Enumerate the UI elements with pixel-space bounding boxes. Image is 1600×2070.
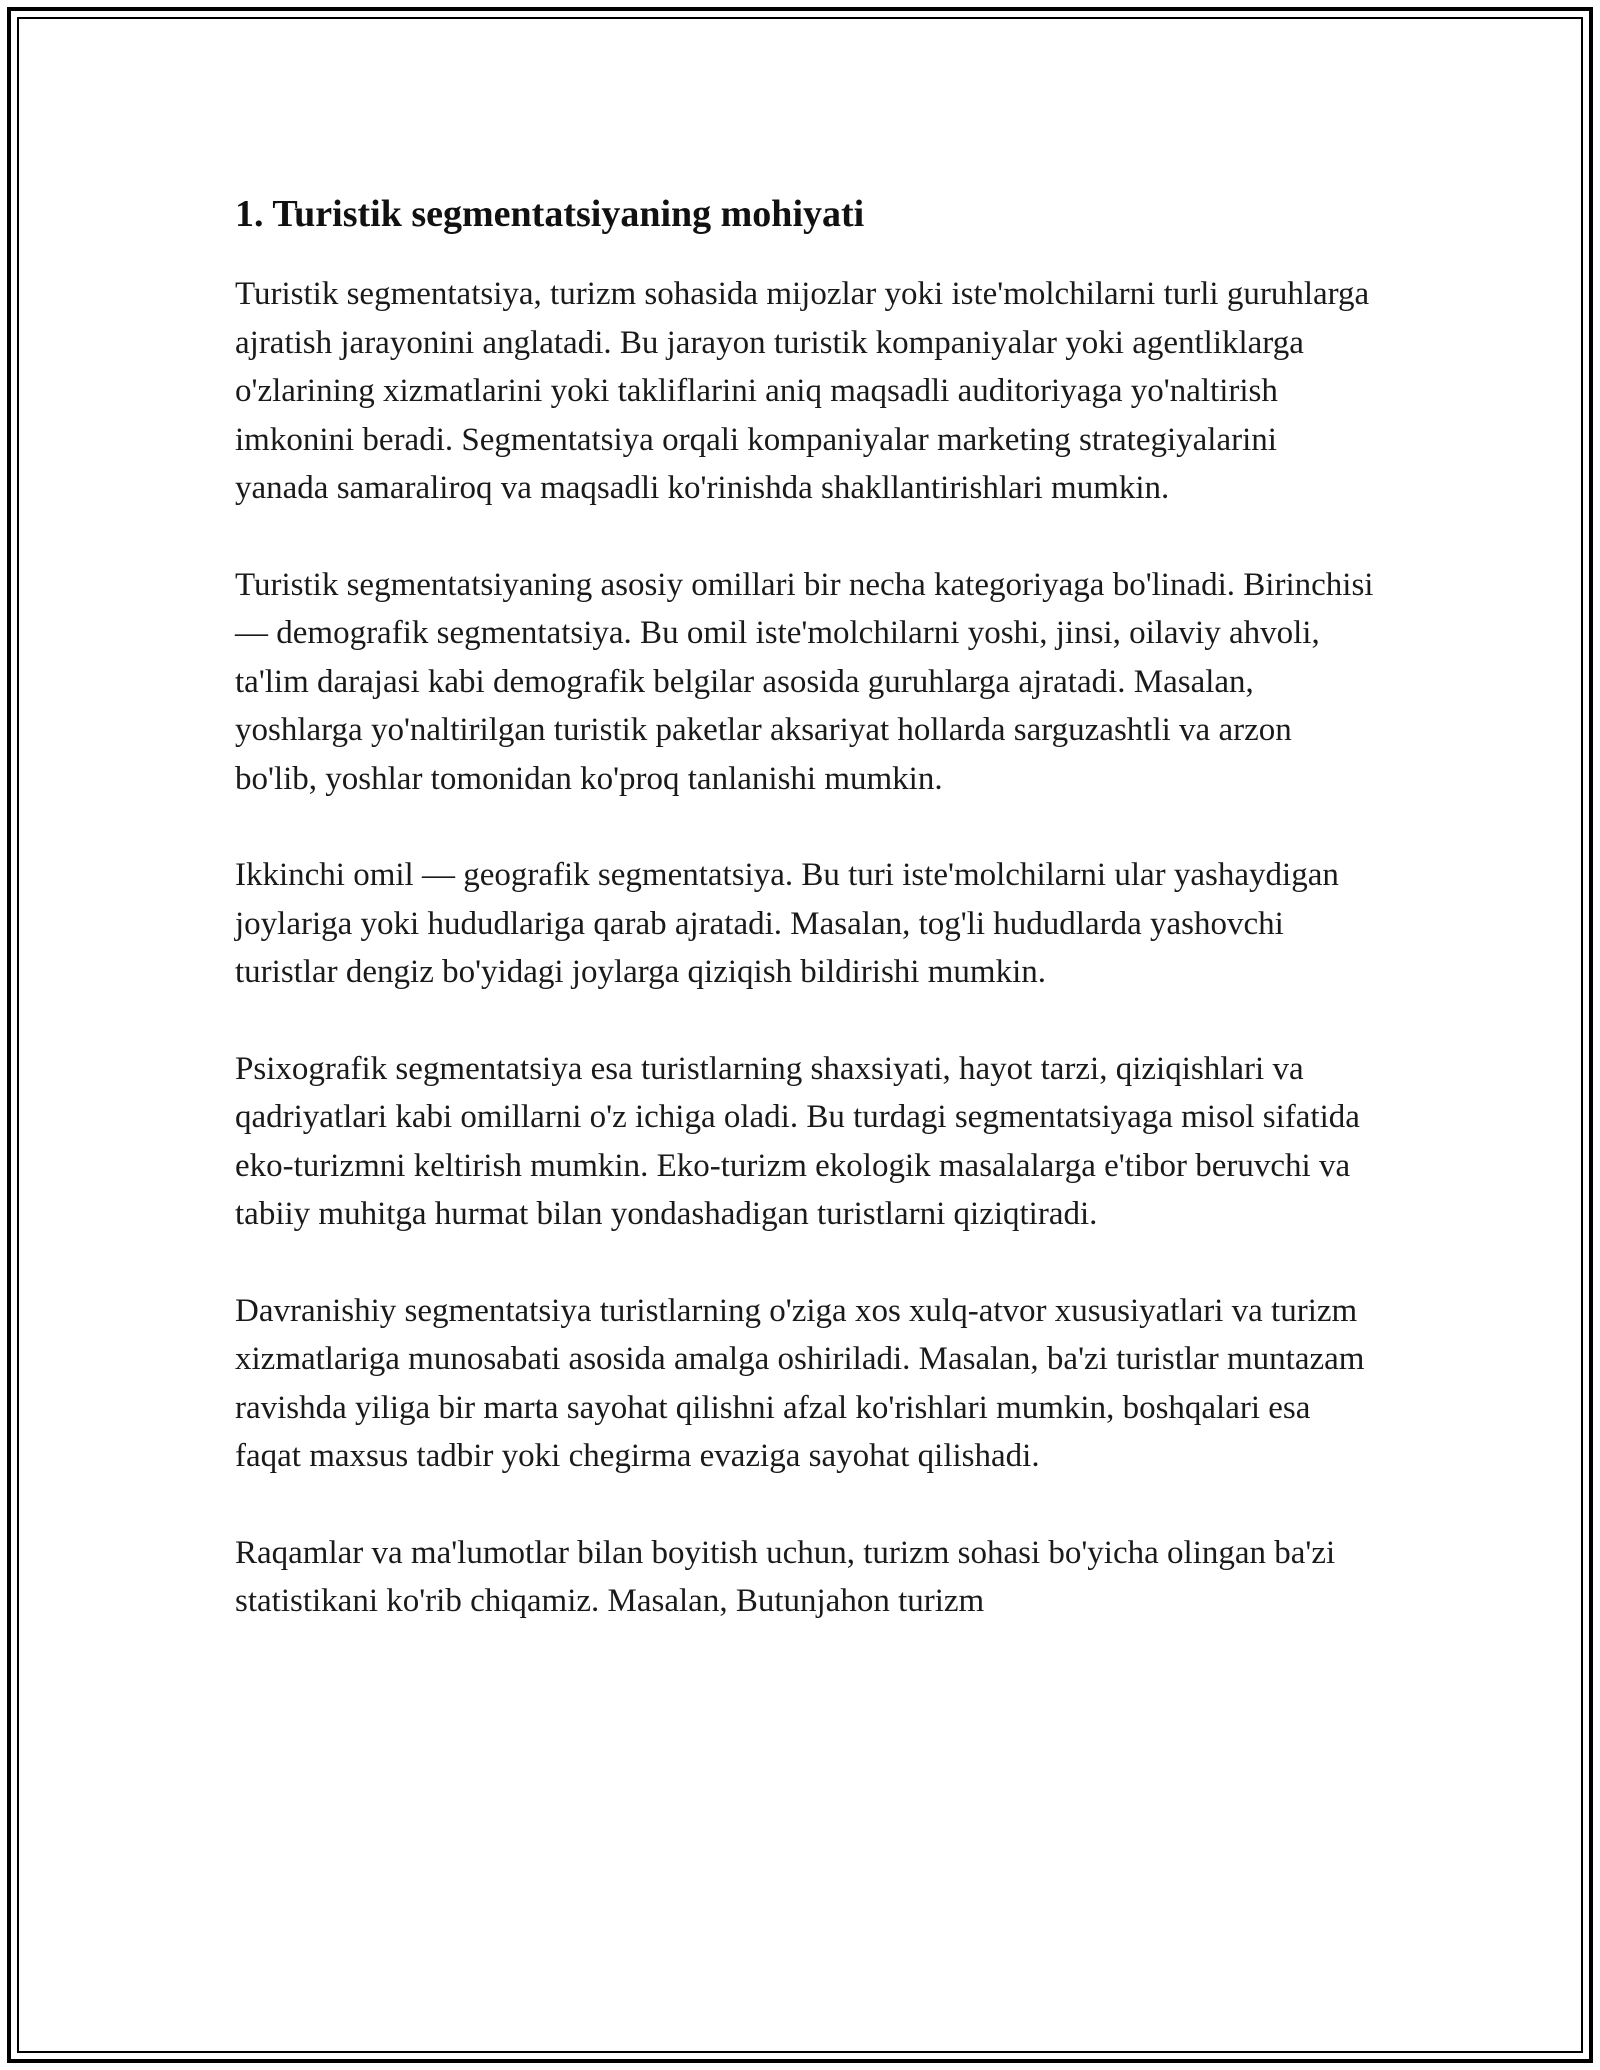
paragraph-demographic: Turistik segmentatsiyaning asosiy omillari bir necha kategoriyaga bo'linadi. Birinchisi — demografik segmentatsiya. Bu omil iste'molchilarni yoshi, jinsi, oilaviy ahvoli, ta'lim darajasi kabi demografik belgilar asosida guruhlarga ajratadi. Masalan, yoshlarga yo'naltirilgan turistik paketlar aksariyat hollarda sarguzashtli va arzon bo'lib, yoshlar tomonidan ko'proq tanlanishi mumkin. [235, 566, 1374, 797]
paragraph-behavioral: Davranishiy segmentatsiya turistlarning o'ziga xos xulq-atvor xususiyatlari va turizm xizmatlariga munosabati asosida amalga oshiriladi. Masalan, ba'zi turistlar muntazam ravishda yiliga bir marta sayohat qilishni afzal ko'rishlari mumkin, boshqalari esa faqat maxsus tadbir yoki chegirma evaziga sayohat qilishadi. [235, 1292, 1365, 1474]
paragraph-geographic: Ikkinchi omil — geografik segmentatsiya. Bu turi iste'molchilarni ular yashaydigan joylariga yoki hududlariga qarab ajratadi. Masalan, tog'li hududlarda yashovchi turistlar dengiz bo'yidagi joylarga qiziqish bildirishi mumkin. [235, 857, 1339, 990]
paragraph-intro: Turistik segmentatsiya, turizm sohasida mijozlar yoki iste'molchilarni turli guruhlarga ajratish jarayonini anglatadi. Bu jarayon turistik kompaniyalar yoki agentliklarga o'zlarining xizmatlarini yoki takliflarini aniq maqsadli auditoriyaga yo'naltirish imkonini beradi. Segmentatsiya orqali kompaniyalar marketing strategiyalarini yanada samaraliroq va maqsadli ko'rinishda shakllantirishlari mumkin. [235, 276, 1370, 506]
paragraph-psychographic: Psixografik segmentatsiya esa turistlarning shaxsiyati, hayot tarzi, qiziqishlari va qadriyatlari kabi omillarni o'z ichiga oladi. Bu turdagi segmentatsiyaga misol sifatida eko-turizmni keltirish mumkin. Eko-turizm ekologik masalalarga e'tibor beruvchi va tabiiy muhitga hurmat bilan yondashadigan turistlarni qiziqtiradi. [235, 1050, 1360, 1232]
section-heading: 1. Turistik segmentatsiyaning mohiyati [235, 193, 865, 235]
paragraph-statistics: Raqamlar va ma'lumotlar bilan boyitish uchun, turizm sohasi bo'yicha olingan ba'zi statistikani ko'rib chiqamiz. Masalan, Butunjahon turizm [235, 1534, 1336, 1619]
document-body [235, 186, 1375, 1674]
